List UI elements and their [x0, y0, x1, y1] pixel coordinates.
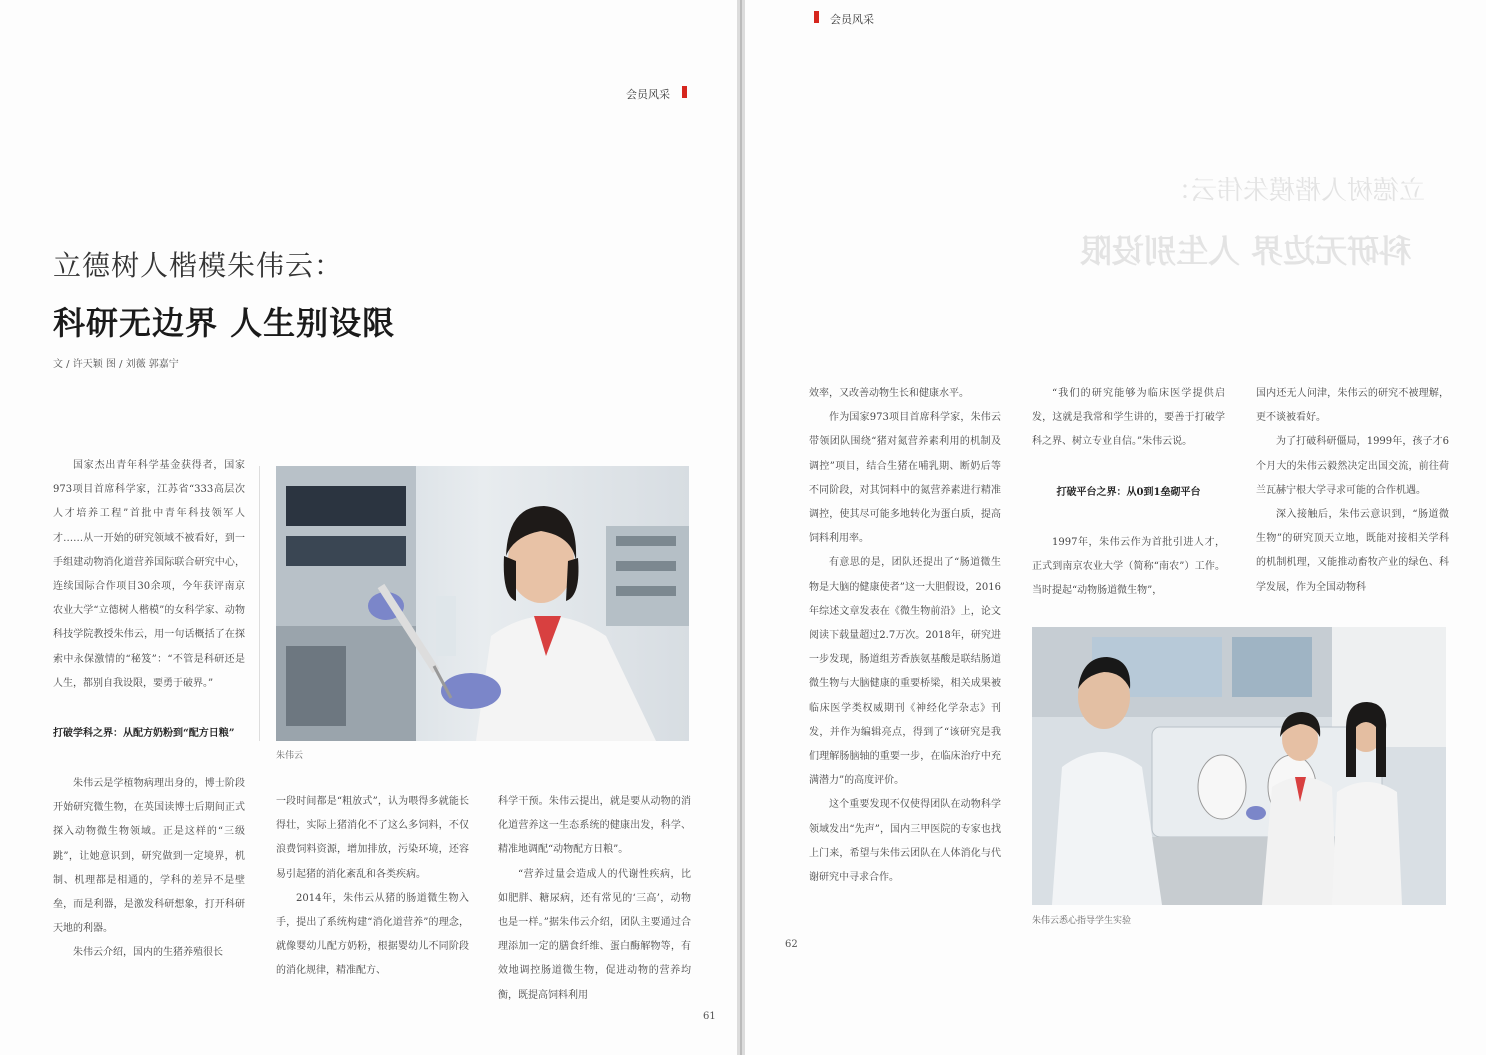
lab-portrait-image — [276, 466, 689, 741]
paragraph: 作为国家973项目首席科学家，朱伟云带领团队围绕“猪对氮营养素利用的机制及调控”项目，结合生猪在哺乳期、断奶后等不同阶段，对其饲料中的氮营养素进行精准调控，使其尽可能多地转化为蛋白质，提高饲料利用率。 — [809, 412, 1001, 545]
paragraph: 这个重要发现不仅使得团队在动物科学领域发出“先声”，国内三甲医院的专家也找上门来，希望与朱伟云团队在人体消化与代谢研究中寻求合作。 — [809, 799, 1001, 884]
article-title-line1: 立德树人楷模朱伟云： — [53, 249, 344, 282]
left-col3 — [498, 790, 691, 1008]
paragraph: “我们的研究能够为临床医学提供启发，这就是我常和学生讲的，要善于打破学科之界、树立专业自信。”朱伟云说。 — [1032, 388, 1225, 448]
paragraph: 效率，又改善动物生长和健康水平。 — [809, 388, 969, 399]
left-col2 — [276, 790, 469, 984]
show-through-title-line1: 立德树人楷模朱伟云： — [1165, 176, 1426, 206]
paragraph: 国家杰出青年科学基金获得者，国家973项目首席科学家，江苏省“333高层次人才培养工程”首批中青年科技领军人才……从一开始的研究领域不被看好，到一手组建动物消化道营养国际联合研究中心，连续国际合作项目30余项，今年获评南京农业大学“立德树人楷模”的女科学家、动物科技学院教授朱伟云，用一句话概括了在探索中永保激情的“秘笈”：“不管是科研还是人生，都别自我设限，要勇于破界。” — [53, 460, 245, 689]
paragraph: “营养过量会造成人的代谢性疾病，比如肥胖、糖尿病，还有常见的‘三高’，动物也是一样。”据朱伟云介绍，团队主要通过合理添加一定的膳食纤维、蛋白酶解物等，有效地调控肠道微生物，促进动物的营养均衡，既提高饲料利用 — [498, 868, 691, 1001]
paragraph: 1997年，朱伟云作为首批引进人才，正式到南京农业大学（简称“南农”）工作。当时提起“动物肠道微生物”， — [1032, 536, 1225, 597]
paragraph: 国内还无人问津，朱伟云的研究不被理解，更不谈被看好。 — [1256, 388, 1449, 424]
section-tag: 会员风采 — [626, 88, 670, 101]
right-col2 — [1032, 382, 1225, 603]
left-page — [0, 0, 737, 1055]
paragraph: 朱伟云介绍，国内的生猪养殖很长 — [73, 947, 223, 959]
lab-students-image — [1032, 627, 1446, 905]
article-title-line2: 科研无边界 人生别设限 — [53, 304, 396, 342]
right-page — [745, 0, 1486, 1055]
accent-bar — [814, 11, 819, 23]
photo-caption: 朱伟云 — [276, 751, 304, 761]
column-divider — [259, 466, 260, 741]
subheading: 打破学科之界：从配方奶粉到“配方日粮” — [53, 728, 235, 740]
portrait-photo — [276, 466, 689, 741]
show-through-title-line2: 科研无边界 人生别设限 — [1080, 232, 1412, 270]
right-col3 — [1256, 382, 1449, 600]
left-col1 — [53, 454, 245, 966]
subheading: 打破平台之界：从0到1垒砌平台 — [1056, 486, 1201, 498]
section-tag: 会员风采 — [830, 13, 874, 26]
right-col1 — [809, 382, 1001, 890]
paragraph: 有意思的是，团队还提出了“肠道微生物是大脑的健康使者”这一大胆假设，2016年综述文章发表在《微生物前沿》上，论文阅读下载量超过2.7万次。2018年，研究进一步发现，肠道组芳香族氨基酸是联结肠道微生物与大脑健康的重要桥梁，相关成果被临床医学类权威期刊《神经化学杂志》刊发，并作为编辑亮点，得到了“该研究是我们理解肠脑轴的重要一步，在临床治疗中充满潜力”的高度评价。 — [809, 557, 1001, 787]
byline: 文 / 许天颖 图 / 刘薇 郭嘉宁 — [53, 359, 179, 370]
photo-caption: 朱伟云悉心指导学生实验 — [1032, 916, 1132, 926]
page-number: 62 — [785, 939, 798, 950]
page-gutter — [737, 0, 745, 1055]
paragraph: 一段时间都是“粗放式”，认为喂得多就能长得壮，实际上猪消化不了这么多饲料，不仅浪费饲料资源，增加排放，污染环境，还容易引起猪的消化紊乱和各类疾病。 — [276, 796, 469, 880]
accent-bar — [682, 86, 687, 98]
lab-photo — [1032, 627, 1446, 905]
paragraph: 深入接触后，朱伟云意识到，“肠道微生物”的研究顶天立地，既能对接相关学科的机制机理，又能推动畜牧产业的绿色、科学发展，作为全国动物科 — [1256, 509, 1449, 593]
paragraph: 为了打破科研僵局，1999年，孩子才6个月大的朱伟云毅然决定出国交流，前往荷兰瓦赫宁根大学寻求可能的合作机遇。 — [1256, 436, 1449, 496]
paragraph: 科学干预。朱伟云提出，就是要从动物的消化道营养这一生态系统的健康出发，科学、精准地调配“动物配方日粮”。 — [498, 796, 691, 856]
page-number: 61 — [703, 1011, 716, 1022]
paragraph: 朱伟云是学植物病理出身的，博士阶段开始研究微生物，在英国读博士后期间正式探入动物微生物领域。正是这样的“三级跳”，让她意识到，研究做到一定境界，机制、机理都是相通的，学科的差异不是壁垒，而是利器，是激发科研想象，打开科研天地的利器。 — [53, 778, 245, 935]
paragraph: 2014年，朱伟云从猪的肠道微生物入手，提出了系统构建“消化道营养”的理念，就像婴幼儿配方奶粉，根据婴幼儿不同阶段的消化规律，精准配方、 — [276, 892, 469, 977]
